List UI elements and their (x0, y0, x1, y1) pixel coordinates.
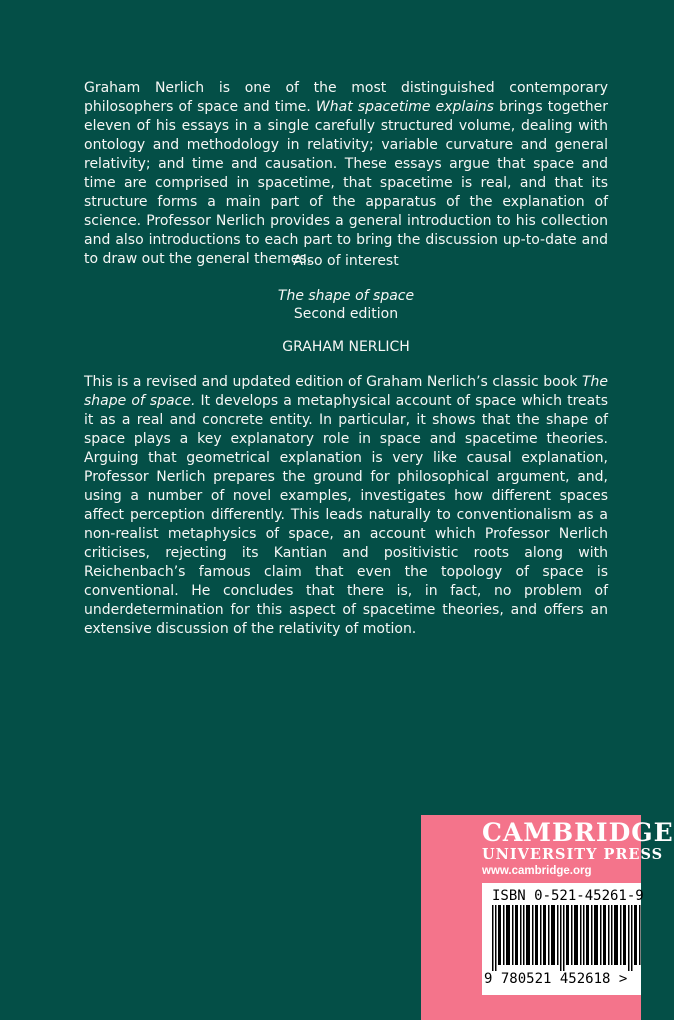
related-book-edition: Second edition (293, 306, 399, 322)
related-description-intro: This is a revised and updated edition of Graham Nerlich’s classic book (84, 374, 582, 390)
related-book-author: GRAHAM NERLICH (282, 339, 410, 355)
related-description-body: It develops a metaphysical account of space which treats it as a real and concrete entity. In particular, it shows that the shape of space plays a key explanatory role in space and spacetime theories. Arguing that geometrical explanation is very like causal explanation, Professor Nerlich prepares the ground for philosophical argument, and, using a number of novel examples, investigates how different spaces affect perception differently. This leads naturally to conventionalism as a non-realist metaphysics of space, an account which Professor Nerlich criticises, rejecting its Kantian and positivistic roots along with Reichenbach’s famous claim that even the topology of space is conventional. He concludes that there is, in fact, no problem of underdetermination for this aspect of spacetime theories, and offers an extensive discussion of the relativity of motion. (84, 393, 608, 637)
barcode-icon (492, 905, 641, 971)
related-book-title-text: The shape of space (277, 288, 415, 304)
description-book-title: What spacetime explains (315, 99, 494, 115)
also-of-interest-heading: Also of interest (293, 253, 399, 269)
related-book-description (84, 373, 608, 639)
publisher-logo-press: UNIVERSITY PRESS (482, 846, 664, 863)
related-description-book-title: The shape of space. (84, 374, 608, 409)
isbn-number: ISBN 0-521-45261-9 (492, 888, 644, 904)
publisher-url: www.cambridge.org (482, 865, 592, 877)
book-description (84, 79, 608, 269)
description-body: brings together eleven of his essays in a single carefully structured volume, dealing with ontology and methodology in relativity; variable curvature and general relativity; and time and causation. These essays argue that space and time are comprised in spacetime, that spacetime is real, and that its structure forms a main part of the apparatus of the explanation of science. Professor Nerlich provides a general introduction to his collection and also introductions to each part to bring the discussion up-to-date and to draw out the general themes. (84, 99, 609, 267)
description-intro: Graham Nerlich is one of the most distinguished contemporary philosophers of space and time. (84, 80, 608, 115)
barcode-digits: 9 780521 452618 > (484, 971, 628, 987)
publisher-logo-name: CAMBRIDGE (482, 818, 674, 847)
related-book-title (84, 287, 608, 306)
